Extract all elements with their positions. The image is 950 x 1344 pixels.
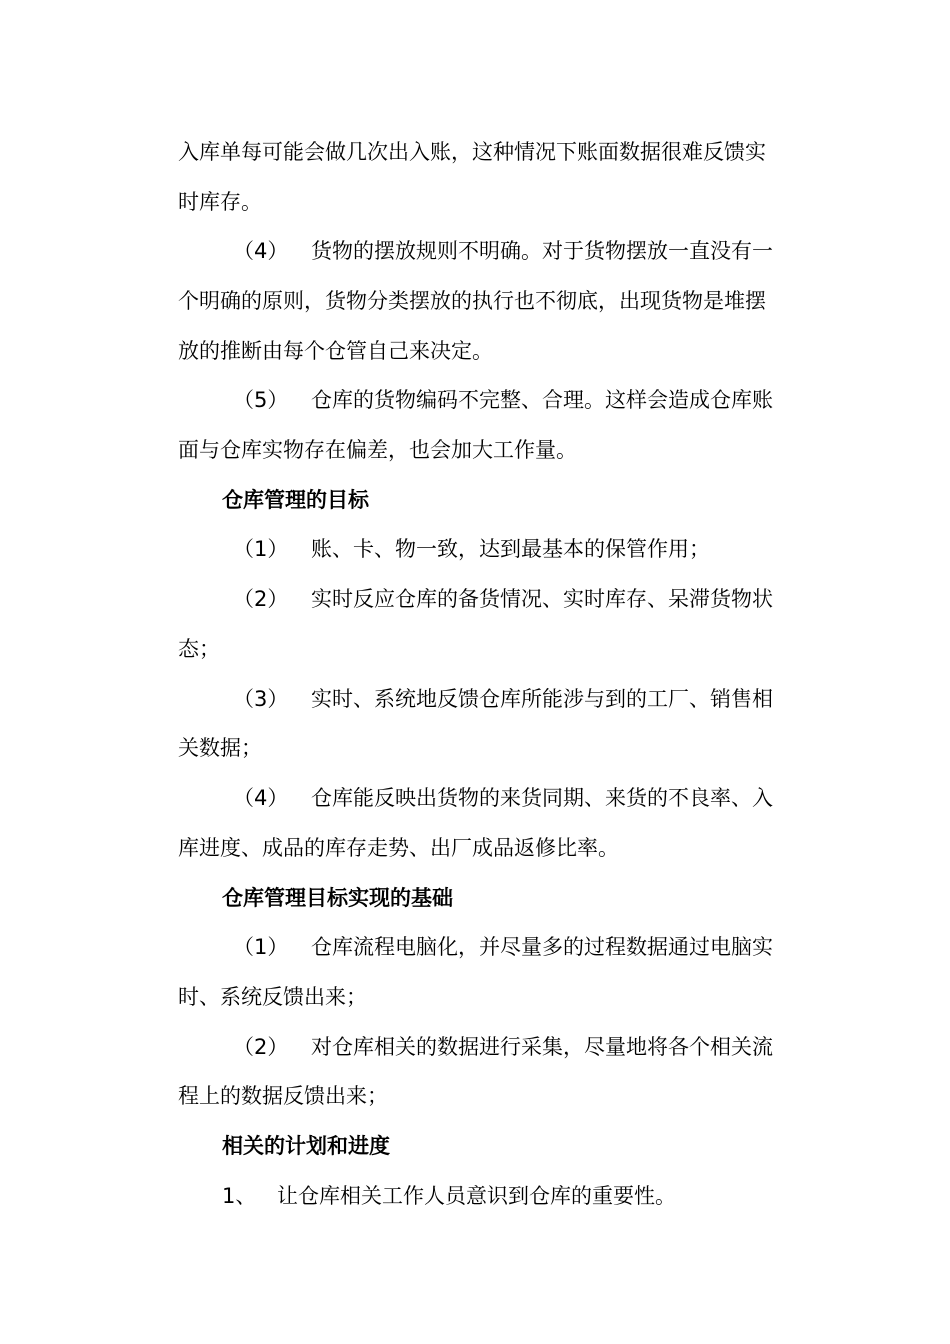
section-heading: 仓库管理的目标 <box>222 488 369 512</box>
step-text: 让仓库相关工作人员意识到仓库的重要性。 <box>277 1184 676 1208</box>
list-item-number: （1） <box>233 537 289 561</box>
list-item-number: （2） <box>233 1035 289 1059</box>
paragraph-line: 关数据； <box>178 736 262 760</box>
list-item <box>233 534 710 564</box>
list-item-number: （4） <box>233 239 289 263</box>
list-item-number: （1） <box>233 935 289 959</box>
list-item-number: （3） <box>233 687 289 711</box>
list-item-text: 仓库的货物编码不完整、合理。这样会造成仓库账 <box>311 388 773 412</box>
list-item <box>233 584 773 614</box>
paragraph-line: 态； <box>178 637 220 661</box>
list-item-number: （2） <box>233 587 289 611</box>
section-heading: 相关的计划和进度 <box>222 1134 390 1158</box>
list-item-text: 仓库能反映出货物的来货同期、来货的不良率、入 <box>311 786 773 810</box>
list-item-text: 账、卡、物一致，达到最基本的保管作用； <box>311 537 710 561</box>
list-item-number: （5） <box>233 388 289 412</box>
paragraph-line: 时、系统反馈出来； <box>178 985 367 1009</box>
list-item-text: 实时反应仓库的备货情况、实时库存、呆滞货物状 <box>311 587 773 611</box>
paragraph-line: 入库单每可能会做几次出入账，这种情况下账面数据很难反馈实 <box>178 140 766 164</box>
list-item <box>233 385 773 415</box>
step-item <box>222 1181 676 1211</box>
paragraph-line: 放的推断由每个仓管自己来决定。 <box>178 339 493 363</box>
section-heading: 仓库管理目标实现的基础 <box>222 886 453 910</box>
paragraph-line: 时库存。 <box>178 190 262 214</box>
list-item-number: （4） <box>233 786 289 810</box>
list-item <box>233 783 773 813</box>
list-item <box>233 932 773 962</box>
list-item-text: 货物的摆放规则不明确。对于货物摆放一直没有一 <box>311 239 773 263</box>
paragraph-line: 库进度、成品的库存走势、出厂成品返修比率。 <box>178 836 619 860</box>
list-item <box>233 1032 773 1062</box>
list-item-text: 对仓库相关的数据进行采集，尽量地将各个相关流 <box>311 1035 773 1059</box>
list-item <box>233 684 773 714</box>
step-number: 1、 <box>222 1184 257 1208</box>
paragraph-line: 程上的数据反馈出来； <box>178 1084 388 1108</box>
list-item-text: 仓库流程电脑化，并尽量多的过程数据通过电脑实 <box>311 935 773 959</box>
paragraph-line: 面与仓库实物存在偏差，也会加大工作量。 <box>178 438 577 462</box>
paragraph-line: 个明确的原则，货物分类摆放的执行也不彻底，出现货物是堆摆 <box>178 289 766 313</box>
list-item <box>233 236 773 266</box>
list-item-text: 实时、系统地反馈仓库所能涉与到的工厂、销售相 <box>311 687 773 711</box>
